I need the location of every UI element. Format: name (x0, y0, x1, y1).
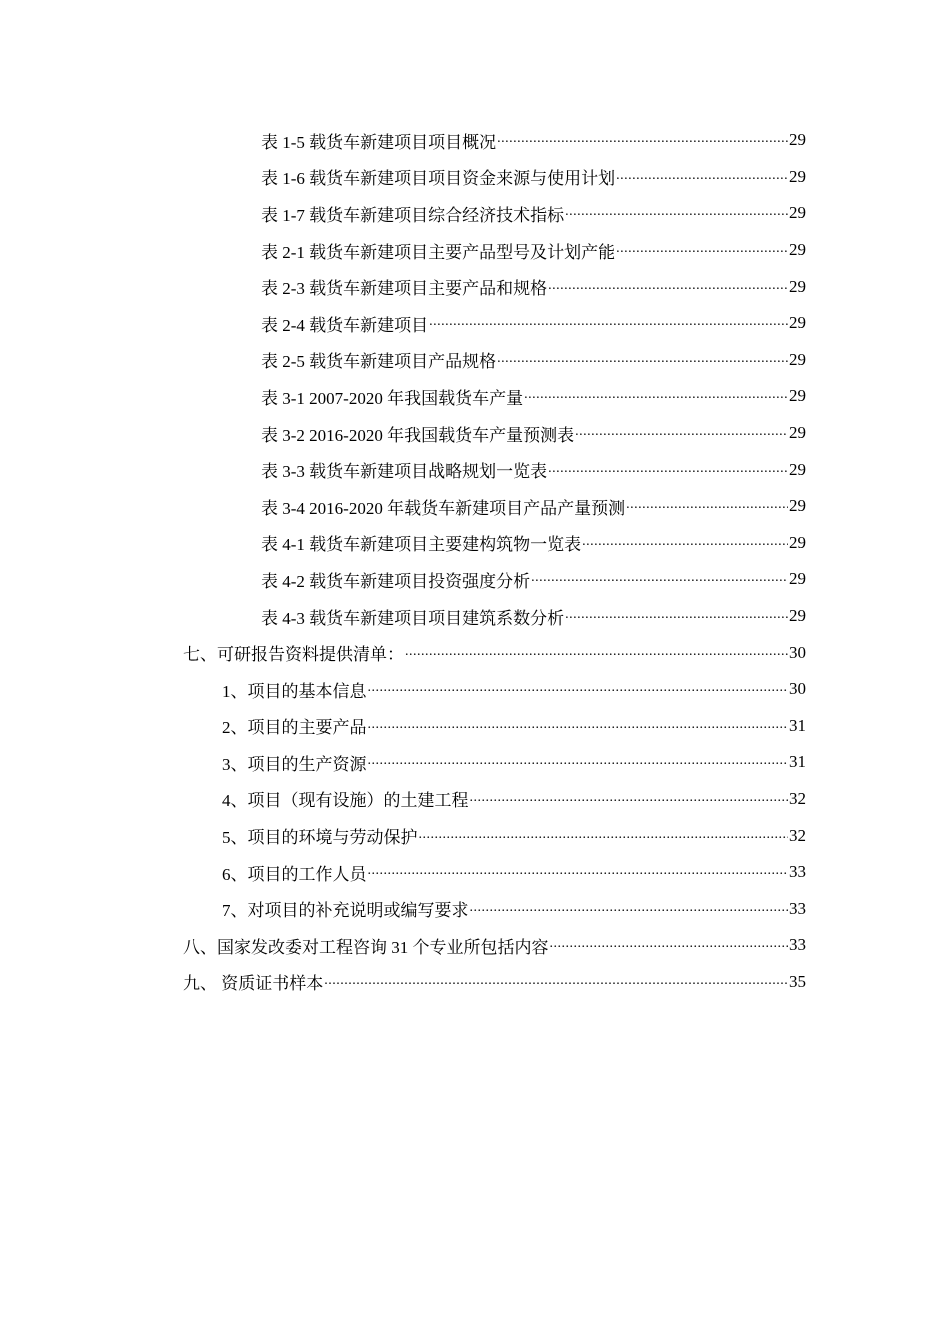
toc-entry-title: 表 2-3 载货车新建项目主要产品和规格 (261, 279, 548, 299)
dot-leader (324, 978, 788, 992)
toc-entry-page: 33 (789, 935, 806, 955)
toc-entry[interactable] (0, 854, 950, 891)
dot-leader (524, 392, 788, 406)
toc-entry[interactable] (0, 561, 950, 598)
toc-entry-page: 29 (789, 423, 806, 443)
toc-entry[interactable] (0, 781, 950, 818)
toc-entry[interactable] (0, 598, 950, 635)
toc-entry-title: 表 3-2 2016-2020 年我国载货车产量预测表 (261, 425, 575, 445)
toc-entry-page: 33 (789, 898, 806, 918)
dot-leader (368, 722, 789, 736)
toc-entry-title: 2、项目的主要产品 (222, 718, 367, 738)
toc-entry-title: 八、国家发改委对工程咨询 31 个专业所包括内容 (183, 937, 549, 957)
toc-entry-title: 7、对项目的补充说明或编写要求 (222, 901, 469, 921)
toc-entry-page: 29 (789, 166, 806, 186)
toc-entry-title: 九、 资质证书样本 (183, 974, 324, 994)
dot-leader (470, 795, 789, 809)
toc-entry-page: 29 (789, 240, 806, 260)
toc-entry-title: 3、项目的生产资源 (222, 754, 367, 774)
toc-entry[interactable] (0, 415, 950, 452)
dot-leader (548, 283, 788, 297)
dot-leader (626, 502, 788, 516)
toc-entry[interactable] (0, 634, 950, 671)
toc-entry-page: 29 (789, 496, 806, 516)
toc-entry-page: 29 (789, 130, 806, 150)
dot-leader (575, 429, 788, 443)
toc-entry-title: 表 2-5 载货车新建项目产品规格 (261, 352, 497, 372)
toc-entry-title: 1、项目的基本信息 (222, 681, 367, 701)
toc-entry-title: 表 1-7 载货车新建项目综合经济技术指标 (261, 205, 565, 225)
dot-leader (419, 832, 789, 846)
toc-entry-page: 33 (789, 862, 806, 882)
toc-entry[interactable] (0, 964, 950, 1001)
toc-entry[interactable] (0, 378, 950, 415)
toc-entry-title: 表 4-2 载货车新建项目投资强度分析 (261, 571, 531, 591)
toc-entry-page: 29 (789, 313, 806, 333)
dot-leader (616, 246, 788, 260)
dot-leader (616, 173, 788, 187)
toc-entry-page: 29 (789, 276, 806, 296)
toc-entry[interactable] (0, 232, 950, 269)
dot-leader (497, 356, 788, 370)
toc-entry[interactable] (0, 159, 950, 196)
toc-entry-page: 29 (789, 349, 806, 369)
toc-entry-title: 七、可研报告资料提供清单： (183, 645, 404, 665)
toc-entry[interactable] (0, 817, 950, 854)
toc-entry[interactable] (0, 671, 950, 708)
toc-entry-page: 30 (789, 679, 806, 699)
toc-entry-title: 表 3-3 载货车新建项目战略规划一览表 (261, 462, 548, 482)
toc-entry[interactable] (0, 342, 950, 379)
toc-entry-title: 表 3-1 2007-2020 年我国载货车产量 (261, 388, 524, 408)
dot-leader (565, 612, 788, 626)
toc-entry[interactable] (0, 488, 950, 525)
toc-entry[interactable] (0, 122, 950, 159)
dot-leader (531, 575, 788, 589)
toc-entry-title: 表 2-4 载货车新建项目 (261, 315, 429, 335)
toc-entry-page: 31 (789, 715, 806, 735)
toc-entry-page: 29 (789, 606, 806, 626)
toc-entry[interactable] (0, 890, 950, 927)
dot-leader (368, 758, 789, 772)
dot-leader (405, 649, 788, 663)
toc-entry-title: 表 4-1 载货车新建项目主要建构筑物一览表 (261, 535, 582, 555)
toc-entry-page: 29 (789, 532, 806, 552)
dot-leader (429, 319, 788, 333)
toc-entry-page: 35 (789, 971, 806, 991)
toc-entry-title: 表 1-5 载货车新建项目项目概况 (261, 132, 497, 152)
toc-entry[interactable] (0, 744, 950, 781)
dot-leader (548, 466, 788, 480)
dot-leader (368, 685, 789, 699)
toc-entry[interactable] (0, 195, 950, 232)
toc-entry-page: 29 (789, 203, 806, 223)
toc-entry-page: 29 (789, 459, 806, 479)
toc-entry-title: 4、项目（现有设施）的土建工程 (222, 791, 469, 811)
toc-entry[interactable] (0, 305, 950, 342)
dot-leader (497, 136, 788, 150)
toc-entry-title: 表 2-1 载货车新建项目主要产品型号及计划产能 (261, 242, 616, 262)
toc-entry-title: 表 3-4 2016-2020 年载货车新建项目产品产量预测 (261, 498, 626, 518)
toc-entry-title: 6、项目的工作人员 (222, 864, 367, 884)
dot-leader (550, 941, 789, 955)
dot-leader (565, 209, 788, 223)
toc-entry[interactable] (0, 927, 950, 964)
toc-entry-page: 29 (789, 386, 806, 406)
toc-entry[interactable] (0, 268, 950, 305)
dot-leader (470, 905, 789, 919)
dot-leader (582, 539, 788, 553)
toc-entry-title: 5、项目的环境与劳动保护 (222, 828, 418, 848)
toc-entry-title: 表 1-6 载货车新建项目项目资金来源与使用计划 (261, 169, 616, 189)
toc-entry[interactable] (0, 451, 950, 488)
table-of-contents (0, 122, 950, 1000)
toc-entry-page: 32 (789, 788, 806, 808)
toc-entry-page: 29 (789, 569, 806, 589)
toc-entry-page: 30 (789, 642, 806, 662)
toc-entry-page: 31 (789, 752, 806, 772)
dot-leader (368, 868, 789, 882)
toc-entry-page: 32 (789, 825, 806, 845)
toc-entry[interactable] (0, 708, 950, 745)
toc-entry[interactable] (0, 525, 950, 562)
toc-entry-title: 表 4-3 载货车新建项目项目建筑系数分析 (261, 608, 565, 628)
